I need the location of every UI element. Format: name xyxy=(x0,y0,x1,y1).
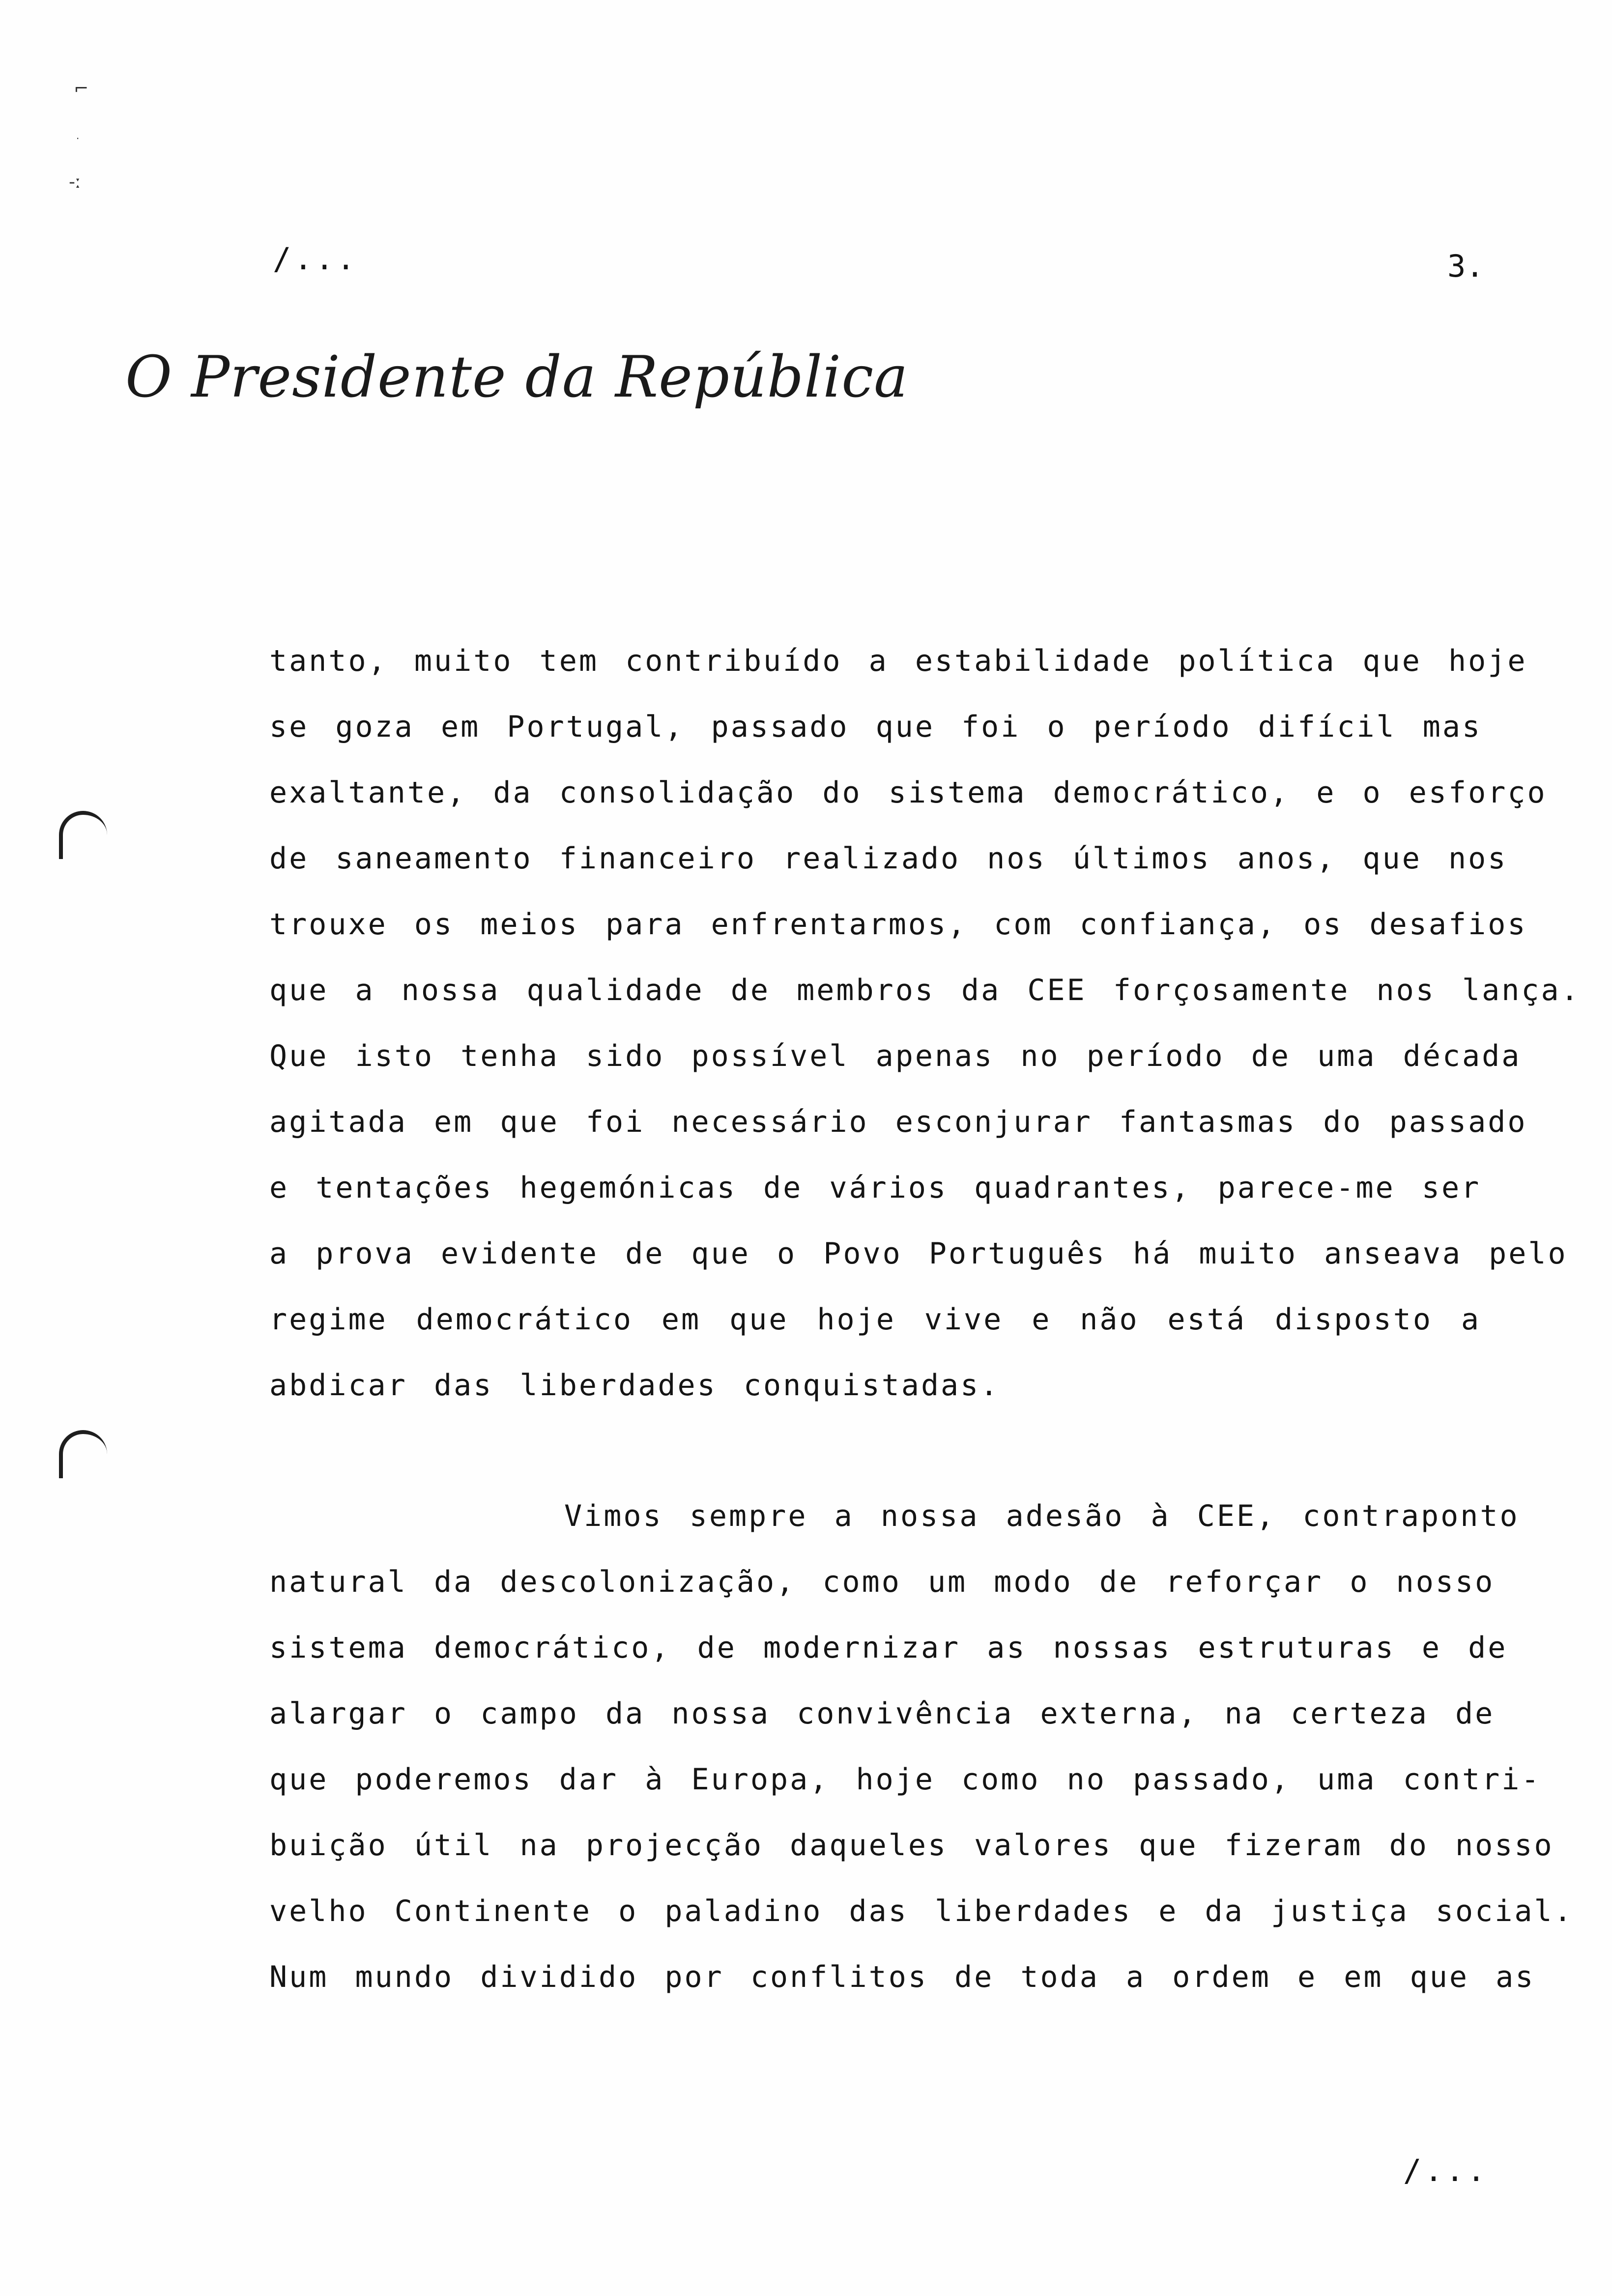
text-line: regime democrático em que hoje vive e não está disposto a xyxy=(269,1302,1481,1337)
text-line: Vimos sempre a nossa adesão à CEE, contraponto xyxy=(564,1499,1520,1533)
punch-hole-mark xyxy=(59,1430,107,1478)
text-line: agitada em que foi necessário esconjurar fantasmas do passado xyxy=(269,1105,1527,1139)
scan-mark: · xyxy=(76,133,80,144)
text-line: abdicar das liberdades conquistadas. xyxy=(269,1368,1000,1403)
continuation-marker-bottom: /... xyxy=(1403,2152,1489,2188)
paragraph-1 xyxy=(269,641,1581,1432)
text-line: natural da descolonização, como um modo de reforçar o nosso xyxy=(269,1565,1495,1599)
text-line: que poderemos dar à Europa, hoje como no passado, uma contri- xyxy=(269,1762,1541,1797)
text-line: de saneamento financeiro realizado nos últimos anos, que nos xyxy=(269,841,1508,876)
text-line: a prova evidente de que o Povo Português há muito anseava pelo xyxy=(269,1236,1568,1271)
text-line: Num mundo dividido por conflitos de toda a ordem e em que as xyxy=(269,1960,1535,1994)
scan-mark: ⌐ xyxy=(74,79,89,99)
paragraph-2 xyxy=(269,1496,1574,2023)
text-line: que a nossa qualidade de membros da CEE forçosamente nos lança. xyxy=(269,973,1581,1007)
continuation-marker-top: /... xyxy=(273,241,358,277)
text-line: exaltante, da consolidação do sistema democrático, e o esforço xyxy=(269,775,1547,810)
text-line: velho Continente o paladino das liberdades e da justiça social. xyxy=(269,1894,1574,1928)
text-line: e tentações hegemónicas de vários quadrantes, parece-me ser xyxy=(269,1171,1481,1205)
text-line: alargar o campo da nossa convivência externa, na certeza de xyxy=(269,1696,1495,1731)
text-line: buição útil na projecção daqueles valores que fizeram do nosso xyxy=(269,1828,1554,1863)
page-number: 3. xyxy=(1447,248,1484,284)
text-line: trouxe os meios para enfrentarmos, com confiança, os desafios xyxy=(269,907,1527,942)
text-line: se goza em Portugal, passado que foi o período difícil mas xyxy=(269,710,1482,744)
letterhead: O Presidente da República xyxy=(125,344,909,410)
scan-mark: ‐ː xyxy=(69,172,82,192)
text-line: sistema democrático, de modernizar as nossas estruturas e de xyxy=(269,1631,1508,1665)
punch-hole-mark xyxy=(59,811,107,859)
text-line: tanto, muito tem contribuído a estabilidade política que hoje xyxy=(269,644,1527,678)
text-line: Que isto tenha sido possível apenas no período de uma década xyxy=(269,1039,1522,1073)
